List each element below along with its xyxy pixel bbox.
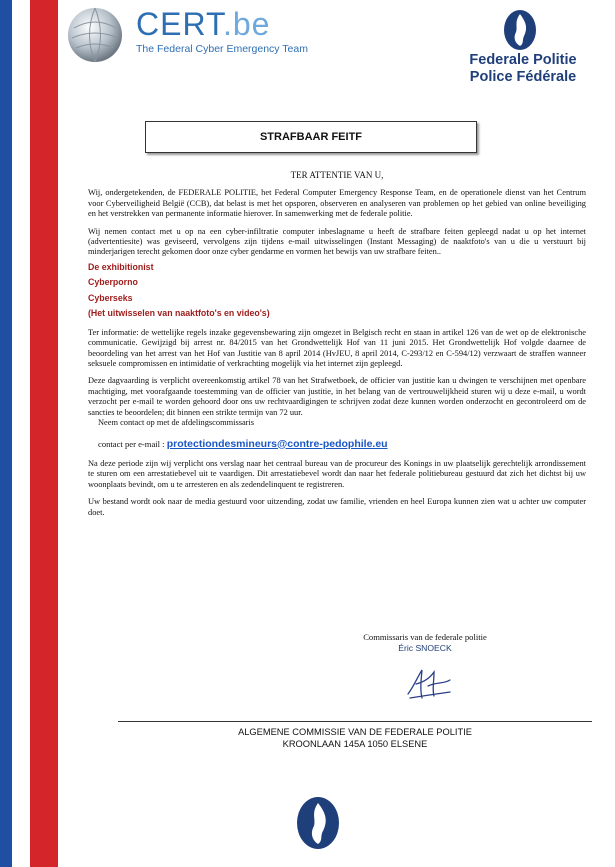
paragraph-legal-info: Ter informatie: de wettelijke regels inzake gegevensbewaring zijn omgezet in Belgisch recht en staan in artikel 126 van de wet op de elektronische communicatie. Gewijzigd bij arrest nr. 84/2015 van het Grondwettelijk Hof van 11 juni 2015. Het Grondwettelijk Hof volgde daarnee de beoordeling van het arrest van het Hof van Justitie van 8 april 2014 (HvJEU, 8 april 2014, C-293/12 en C-594/12) verzwaart de straffen wanneer seksuele compromissen en intimidatie of verkrachting mogelijk via het internet zijn gepleegd. [88, 327, 586, 369]
contact-label: contact per e-mail : [98, 438, 165, 449]
paragraph-accusation: Wij nemen contact met u op na een cyber-infiltratie computer inbeslagname u heeft de strafbare feiten gepleegd nadat u op het internet (advertentiesite) was geviseerd, vervolgens zijn tijdens e-mail uitwisselingen (Instant Messaging) de naaktfoto's van u die u verstuurt bij minderjarigen terecht gekomen door onze cyber gendarme en vormen het bewijs van uw strafbare feiten.. [88, 226, 586, 257]
signatory-role: Commissaris van de federale politie [363, 632, 487, 642]
police-flame-icon-bottom [293, 795, 343, 851]
cert-name: CERT [136, 6, 223, 42]
cert-suffix: .be [222, 6, 271, 42]
signature-block [340, 632, 510, 654]
police-flame-icon [500, 8, 540, 52]
police-name-fr: Police Fédérale [469, 69, 577, 85]
attention-line: TER ATTENTIE VAN U, [290, 170, 384, 180]
contact-line [98, 439, 586, 449]
crime-item: (Het uitwisselen van naaktfoto's en video's) [88, 308, 270, 319]
paragraph-arrest-warning: Na deze periode zijn wij verplicht ons verslag naar het centraal bureau van de procureur des Konings in uw plaatselijk gerechtelijk arrondissement te sturen om een arrestatiebevel uit te vaardigen. Dit arrestatiebevel wordt dan naar het federale politiebureau gestuurd dat zich het dichtst bij uw woonplaats bevindt, om u te arresteren en als zedendelinquent te registreren. [88, 458, 586, 489]
footer-line-1: ALGEMENE COMMISSIE VAN DE FEDERALE POLITIE [238, 727, 472, 737]
paragraph-summons: Deze dagvaarding is verplicht overeenkomstig artikel 78 van het Strafwetboek, de officier van justitie kan u dwingen te verschijnen met openbare machtiging, met voorafgaande toestemming van de officier van justitie, in het belang van de vertrouwelijkheid sturen wij u deze e-mail, u wordt verzocht per e-mail te worden gehoord door ons uw rechtvaardigingen te schrijven zodat deze kunnen worden onderzocht en gecontroleerd om de sancties te beoordelen; dit binnen een strikte termijn van 72 uur. [88, 376, 586, 417]
footer-address [118, 726, 592, 750]
flag-stripe-blue [0, 0, 12, 867]
crime-list [88, 260, 586, 322]
signatory-name: Éric SNOECK [398, 643, 452, 653]
paragraph-media-threat: Uw bestand wordt ook naar de media gestuurd voor uitzending, zodat uw familie, vrienden en heel Europa kunnen zien wat u achter uw computer doet. [88, 497, 586, 517]
footer-divider [118, 721, 592, 722]
flag-stripe-white [12, 0, 30, 867]
contact-email-link[interactable]: protectiondesmineurs@contre-pedophile.eu [166, 437, 388, 450]
cert-tagline: The Federal Cyber Emergency Team [136, 43, 308, 55]
cert-globe-icon [66, 6, 124, 64]
flag-stripe-red [30, 0, 58, 867]
crime-item: Cyberporno [88, 277, 138, 288]
crime-item: Cyberseks [88, 292, 133, 303]
crime-item: De exhibitionist [88, 261, 154, 272]
handwritten-signature [404, 664, 454, 704]
police-name-nl: Federale Politie [469, 52, 577, 68]
document-title: STRAFBAAR FEITF [145, 121, 477, 153]
police-name [458, 52, 588, 86]
letter-body [88, 170, 586, 525]
contact-intro: Neem contact op met de afdelingscommissaris [98, 418, 255, 428]
cert-logo [136, 6, 308, 55]
paragraph-intro: Wij, ondergetekenden, de FEDERALE POLITIE, het Federal Computer Emergency Response Team, en de operationele dienst van het Centrum voor Cyberveiligheid België (CCB), dat belast is met het opsporen, observeren en analyseren van problemen op het gebied van online beveiliging en het verstrekken van permanente informatie hierover. In samenwerking met de federale politie. [88, 188, 586, 219]
footer-line-2: KROONLAAN 145A 1050 ELSENE [282, 739, 428, 749]
